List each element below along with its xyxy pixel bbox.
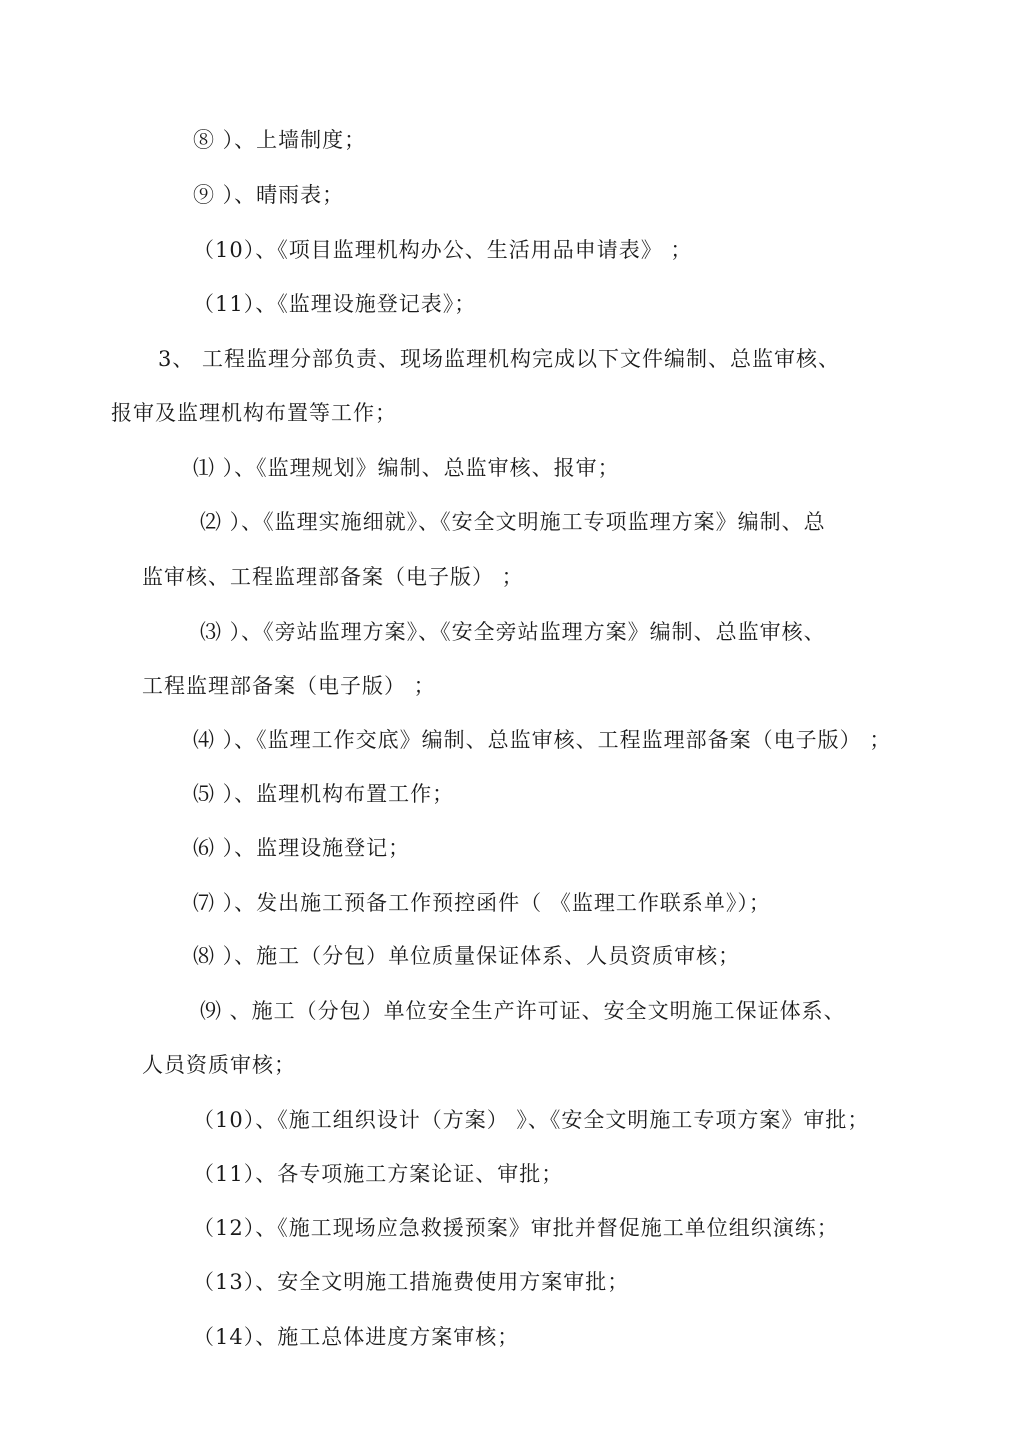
- task-item-2-cont: 监审核、工程监理部备案（电子版） ；: [142, 565, 524, 589]
- task-item-6: ⑹ ）、监理设施登记；: [193, 836, 411, 860]
- task-item-12: （12）、《施工现场应急救援预案》审批并督促施工单位组织演练；: [193, 1216, 839, 1240]
- task-item-8: ⑻ ）、施工（分包）单位质量保证体系、人员资质审核；: [193, 944, 741, 968]
- task-item-2: ⑵ ）、《监理实施细就》、《安全文明施工专项监理方案》编制、总: [200, 510, 826, 534]
- task-item-3-cont: 工程监理部备案（电子版） ；: [142, 674, 436, 698]
- list-item-11: （11）、《监理设施登记表》；: [193, 292, 477, 316]
- task-item-5: ⑸ ）、监理机构布置工作；: [193, 782, 455, 806]
- task-item-10: （10）、《施工组织设计（方案） 》、《安全文明施工专项方案》审批；: [193, 1108, 870, 1132]
- task-item-3: ⑶ ）、《旁站监理方案》、《安全旁站监理方案》编制、总监审核、: [200, 620, 826, 644]
- section-3-heading: 3、 工程监理分部负责、现场监理机构完成以下文件编制、总监审核、: [158, 347, 841, 371]
- task-item-7: ⑺ ）、发出施工预备工作预控函件（ 《监理工作联系单》）；: [193, 891, 771, 915]
- task-item-14: （14）、施工总体进度方案审核；: [193, 1325, 520, 1349]
- task-item-11: （11）、各专项施工方案论证、审批；: [193, 1162, 564, 1186]
- task-item-4: ⑷ ）、《监理工作交底》编制、总监审核、工程监理部备案（电子版） ；: [193, 728, 892, 752]
- list-item-9: ⑨ ）、晴雨表；: [193, 183, 345, 207]
- task-item-1: ⑴ ）、《监理规划》编制、总监审核、报审；: [193, 456, 620, 480]
- task-item-9-cont: 人员资质审核；: [142, 1053, 296, 1077]
- task-item-13: （13）、安全文明施工措施费使用方案审批；: [193, 1270, 630, 1294]
- section-3-heading-cont: 报审及监理机构布置等工作；: [111, 401, 397, 425]
- task-item-9: ⑼ 、施工（分包）单位安全生产许可证、安全文明施工保证体系、: [200, 999, 846, 1023]
- list-item-10: （10）、《项目监理机构办公、生活用品申请表》 ；: [193, 238, 693, 262]
- list-item-8: ⑧ ）、上墙制度；: [193, 128, 367, 152]
